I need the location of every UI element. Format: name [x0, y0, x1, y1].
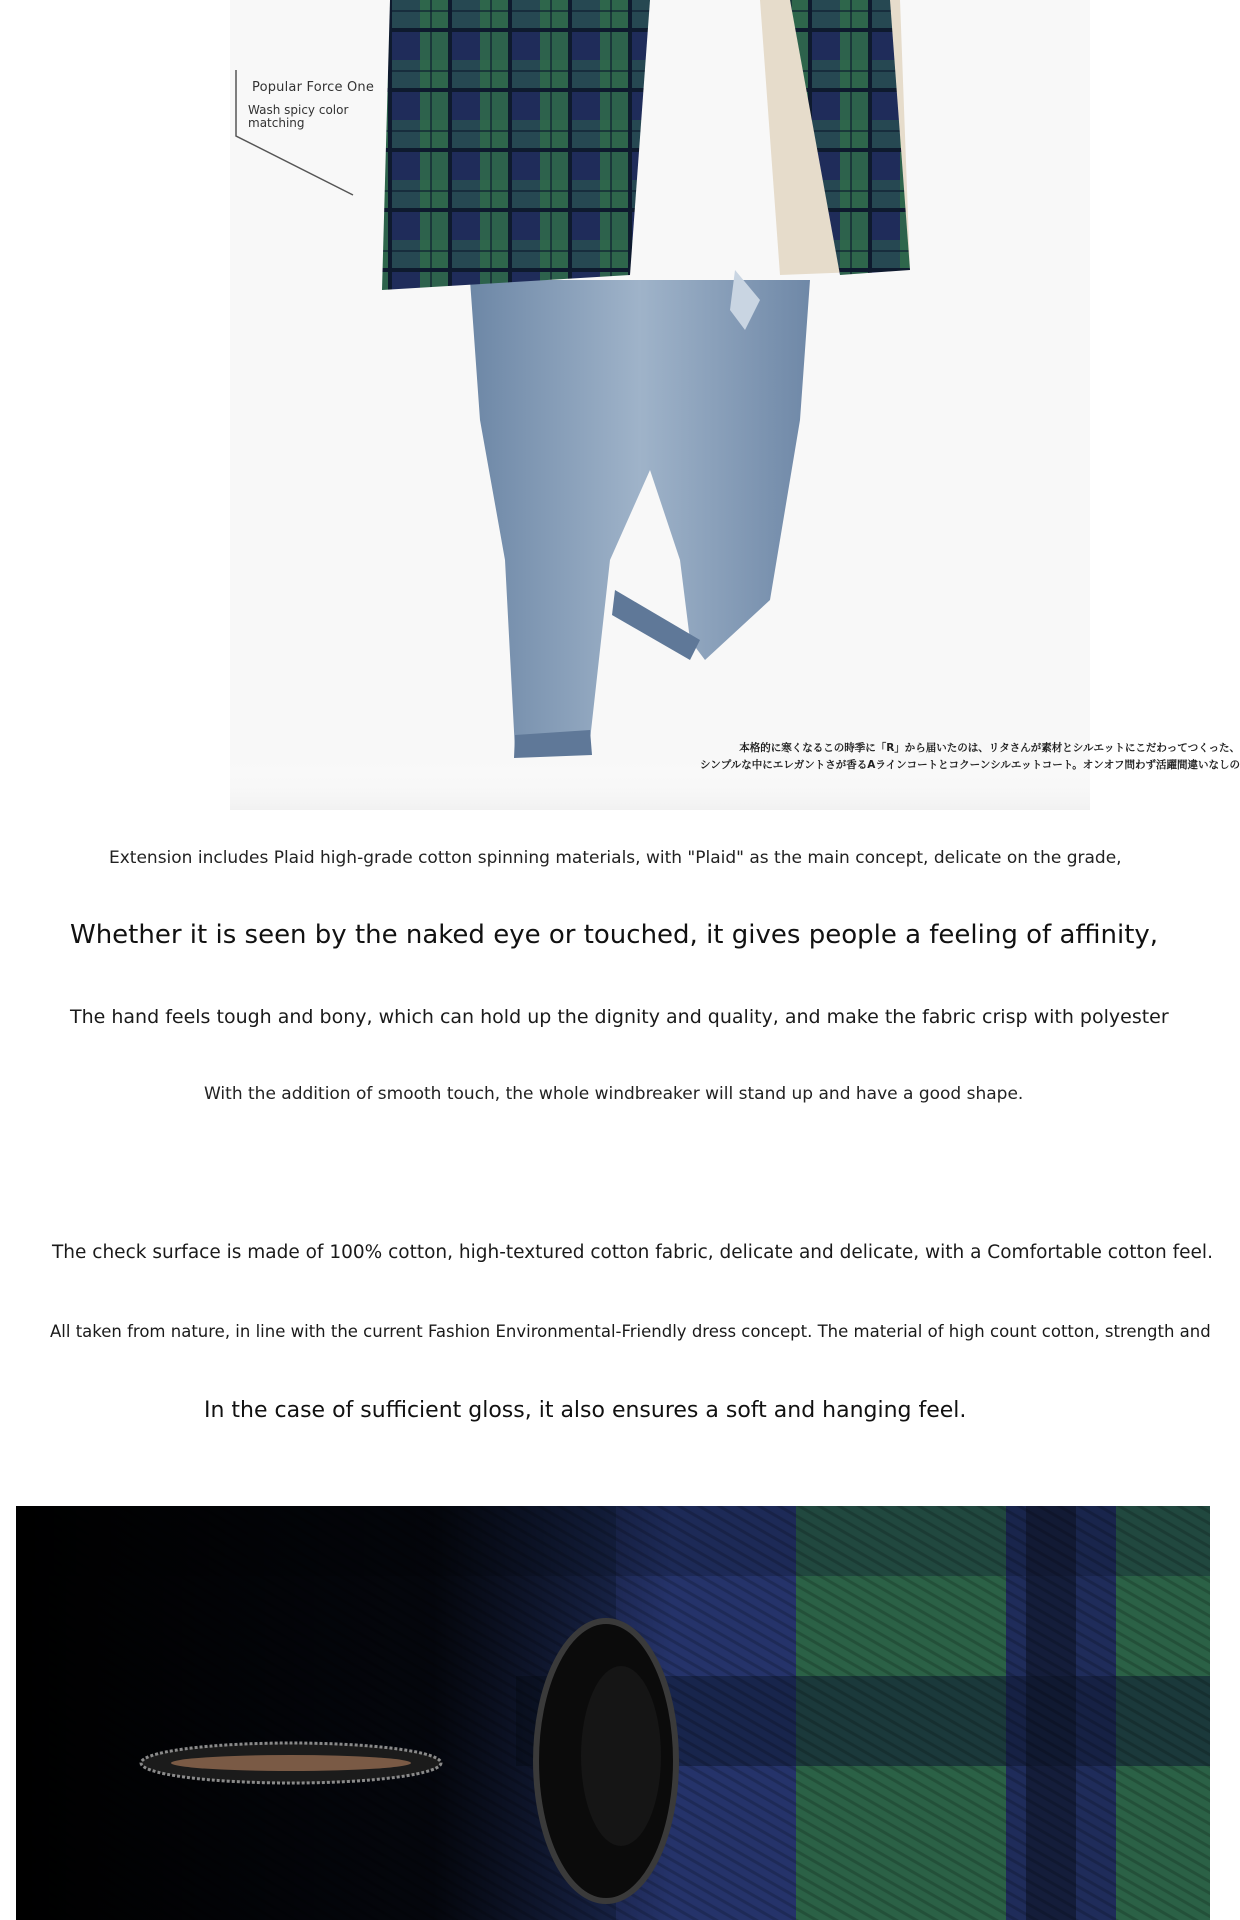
description-paragraph-5: The check surface is made of 100% cotton, high-textured cotton fabric, delicate and delicate, with a Comfortable cotton feel.: [52, 1242, 1213, 1263]
outfit-flatlay-photo: [0, 0, 1240, 830]
description-paragraph-3: The hand feels tough and bony, which can hold up the dignity and quality, and make the fabric crisp with polyester: [70, 1006, 1169, 1028]
description-paragraph-7: In the case of sufficient gloss, it also ensures a soft and hanging feel.: [204, 1398, 967, 1423]
japanese-caption-line-2: シンプルな中にエレガントさが香るAラインコートとコクーンシルエットコート。オンオフ問わず活躍間違いなしの: [699, 759, 1240, 771]
japanese-caption-line-1: 本格的に寒くなるこの時季に「R」から届いたのは、リタさんが素材とシルエットにこだわってつくった、: [739, 742, 1240, 754]
description-paragraph-1: Extension includes Plaid high-grade cotton spinning materials, with "Plaid" as the main concept, delicate on the grade,: [109, 848, 1122, 868]
fabric-closeup-photo: [16, 1506, 1210, 1920]
description-paragraph-2: Whether it is seen by the naked eye or touched, it gives people a feeling of affinity,: [70, 920, 1159, 950]
callout-title: Popular Force One: [252, 80, 375, 95]
japanese-caption: [600, 740, 1240, 774]
callout-subtitle: Wash spicy color matching: [248, 103, 349, 130]
description-paragraph-6: All taken from nature, in line with the current Fashion Environmental-Friendly dress concept. The material of high count cotton, strength and: [50, 1322, 1211, 1341]
description-paragraph-4: With the addition of smooth touch, the whole windbreaker will stand up and have a good shape.: [204, 1084, 1024, 1104]
